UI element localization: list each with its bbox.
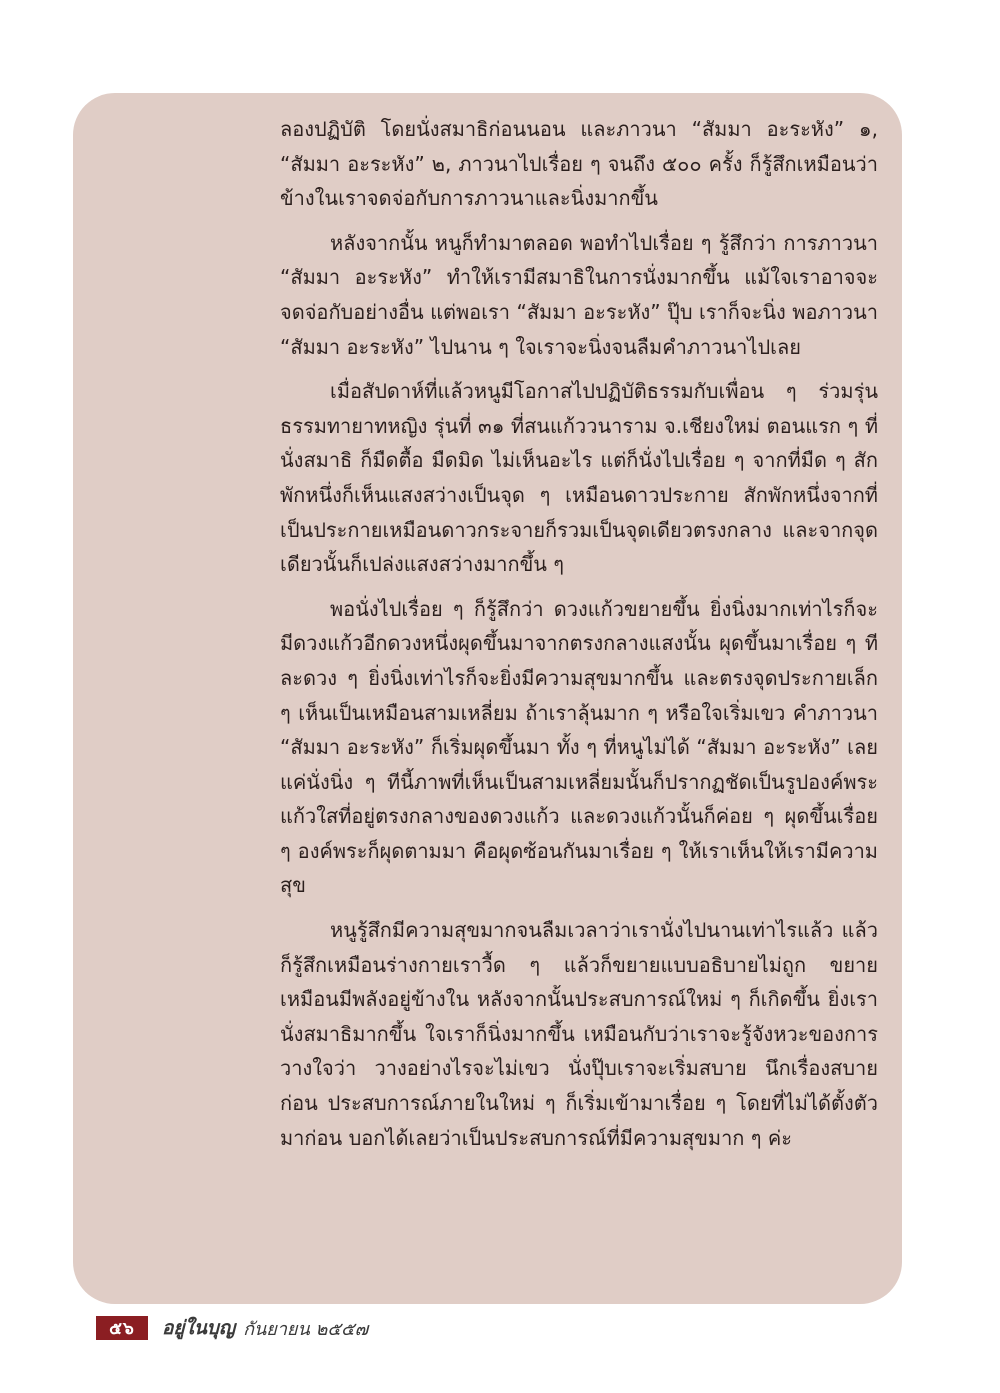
paragraph-4: พอนั่งไปเรื่อย ๆ ก็รู้สึกว่า ดวงแก้วขยายขึ้น ยิ่งนิ่งมากเท่าไรก็จะมีดวงแก้วอีกดวงหนึ่งผุดขึ้นมาจากตรงกลางแสงนั้น ผุดขึ้นมาเรื่อย ๆ ทีละดวง ๆ ยิ่งนิ่งเท่าไรก็จะยิ่งมีความสุขมากขึ้น และตรงจุดประกายเล็ก ๆ เห็นเป็นเหมือนสามเหลี่ยม ถ้าเราลุ้นมาก ๆ หรือใจเริ่มเขว คำภาวนา “สัมมา อะระหัง” ก็เริ่มผุดขึ้นมา ทั้ง ๆ ที่หนูไม่ได้ “สัมมา อะระหัง” เลย แค่นั่งนิ่ง ๆ ทีนี้ภาพที่เห็นเป็นสามเหลี่ยมนั้นก็ปรากฏชัดเป็นรูปองค์พระแก้วใสที่อยู่ตรงกลางของดวงแก้ว และดวงแก้วนั้นก็ค่อย ๆ ผุดขึ้นเรื่อย ๆ องค์พระก็ผุดตามมา คือผุดซ้อนกันมาเรื่อย ๆ ให้เราเห็นให้เรามีความสุข — [280, 596, 878, 898]
page-number-badge: ๕๖ — [96, 1316, 148, 1340]
paragraph-2: หลังจากนั้น หนูก็ทำมาตลอด พอทำไปเรื่อย ๆ รู้สึกว่า การภาวนา “สัมมา อะระหัง” ทำให้เรามีสมาธิในการนั่งมากขึ้น แม้ใจเราอาจจะจดจ่อกับอย่างอื่น แต่พอเรา “สัมมา อะระหัง” ปุ๊บ เราก็จะนิ่ง พอภาวนา “สัมมา อะระหัง” ไปนาน ๆ ใจเราจะนิ่งจนลืมคำภาวนาไปเลย — [280, 230, 878, 359]
paragraph-1: ลองปฏิบัติ โดยนั่งสมาธิก่อนนอน และภาวนา “สัมมา อะระหัง” ๑, “สัมมา อะระหัง” ๒, ภาวนาไปเรื่อย ๆ จนถึง ๕๐๐ ครั้ง ก็รู้สึกเหมือนว่าข้างในเราจดจ่อกับการภาวนาและนิ่งมากขึ้น — [280, 117, 878, 211]
page-footer — [96, 1315, 368, 1341]
paragraph-3: เมื่อสัปดาห์ที่แล้วหนูมีโอกาสไปปฏิบัติธรรมกับเพื่อน ๆ ร่วมรุ่นธรรมทายาทหญิง รุ่นที่ ๓๑ ที่สนแก้ววนาราม จ.เชียงใหม่ ตอนแรก ๆ ที่นั่งสมาธิ ก็มืดตื้อ มืดมิด ไม่เห็นอะไร แต่ก็นั่งไปเรื่อย ๆ จากที่มืด ๆ สักพักหนึ่งก็เห็นแสงสว่างเป็นจุด ๆ เหมือนดาวประกาย สักพักหนึ่งจากที่เป็นประกายเหมือนดาวกระจายก็รวมเป็นจุดเดียวตรงกลาง และจากจุดเดียวนั้นก็เปล่งแสงสว่างมากขึ้น ๆ — [280, 379, 878, 577]
article-body — [280, 112, 878, 1165]
magazine-title: อยู่ในบุญ — [162, 1317, 236, 1339]
paragraph-5: หนูรู้สึกมีความสุขมากจนลืมเวลาว่าเรานั่งไปนานเท่าไรแล้ว แล้วก็รู้สึกเหมือนร่างกายเราวื้ด ๆ แล้วก็ขยายแบบอธิบายไม่ถูก ขยายเหมือนมีพลังอยู่ข้างใน หลังจากนั้นประสบการณ์ใหม่ ๆ ก็เกิดขึ้น ยิ่งเรานั่งสมาธิมากขึ้น ใจเราก็นิ่งมากขึ้น เหมือนกับว่าเราจะรู้จังหวะของการวางใจว่า วางอย่างไรจะไม่เขว นั่งปุ๊บเราจะเริ่มสบาย นึกเรื่องสบายก่อน ประสบการณ์ภายในใหม่ ๆ ก็เริ่มเข้ามาเรื่อย ๆ โดยที่ไม่ได้ตั้งตัวมาก่อน บอกได้เลยว่าเป็นประสบการณ์ที่มีความสุขมาก ๆ ค่ะ — [280, 918, 878, 1150]
issue-date: กันยายน ๒๕๕๗ — [243, 1318, 369, 1340]
